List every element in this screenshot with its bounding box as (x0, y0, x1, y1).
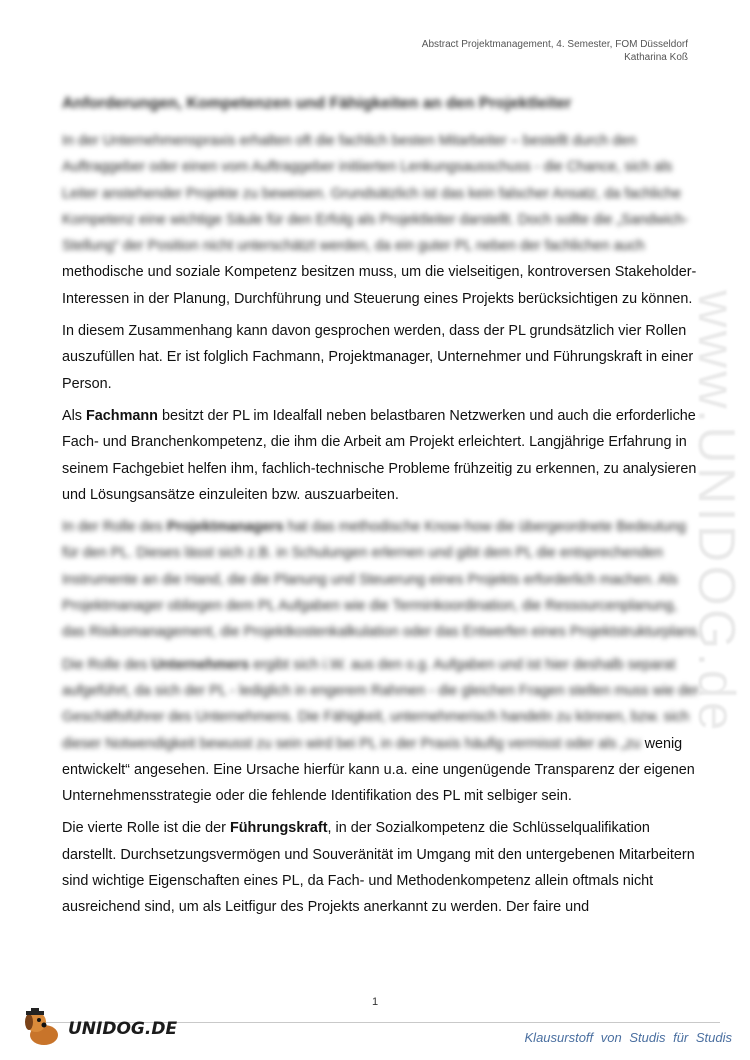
header-author: Katharina Koß (624, 52, 688, 63)
page-number: 1 (371, 996, 379, 1008)
header-course: Abstract Projektmanagement, 4. Semester, FOM Düsseldorf (421, 39, 688, 50)
dog-icon (22, 1008, 66, 1048)
paragraph-fuehrungskraft (62, 815, 702, 920)
fuehrungskraft-intro: Die vierte Rolle ist die der (62, 820, 230, 837)
paragraph-unternehmer (62, 652, 702, 810)
document-header (422, 38, 688, 64)
unternehmer-visible-text: wenig entwickelt“ angesehen. Eine Ursache hierfür kann u.a. eine ungenügende Transparenz der eigenen Unternehmensstrategie oder die fehlende Identifikation des PL mit selbiger sein. (62, 735, 695, 805)
logo-text: UNIDOG.DE (68, 1019, 178, 1039)
projektmanager-intro: In der Rolle des (62, 519, 167, 536)
fachmann-term: Fachmann (86, 407, 158, 424)
unternehmer-text: ergibt sich i.W. aus den o.g. Aufgaben und ist hier deshalb separat aufgeführt, da sich der PL - lediglich in engerem Rahmen - die gleichen Fragen stellen muss wie der Geschäftsführer des Unternehmens. Die Fähigkeit, unternehmerisch handeln zu können, bzw. sich dieser Notwendigkeit bewusst zu sein wird bei PL in der Praxis häufig vermisst oder als „zu (62, 656, 699, 752)
fachmann-intro: Als (62, 407, 86, 424)
projektmanager-term: Projektmanagers (166, 519, 284, 536)
paragraph-intro (62, 128, 702, 312)
fachmann-text: besitzt der PL im Idealfall neben belastbaren Netzwerken und auch die erforderliche Fach- und Branchenkompetenz, die ihm die Arbeit am Projekt erleichtert. Langjährige Erfahrung in seinem Fachgebiet helfen ihm, fachlich-technische Probleme frühzeitig zu erkennen, zu analysieren und Lösungsansätze einzuleiten bzw. auszuarbeiten. (62, 407, 697, 503)
unternehmer-intro: Die Rolle des (62, 656, 152, 673)
unternehmer-blurred-block (62, 657, 699, 752)
fuehrungskraft-text: , in der Sozialkompetenz die Schlüsselqualifikation darstellt. Durchsetzungsvermögen und Souveränität im Umgang mit den untergebenen Mitarbeitern sind wichtige Eigenschaften eines PL, da Fach- und Methodenkompetenz allein oftmals nicht ausreichend sind, um als Leitfigur des Projekts anerkannt zu werden. Der faire und (62, 820, 695, 916)
document-body (62, 128, 702, 927)
paragraph-projektmanager (62, 514, 702, 645)
intro-blurred-text: In der Unternehmenspraxis erhalten oft die fachlich besten Mitarbeiter – bestellt durch den Auftraggeber oder einen vom Auftraggeber initiierten Lenkungsausschuss - die Chance, sich als Leiter anstehender Projekte zu beweisen. Grundsätzlich ist das kein falscher Ansatz, da fachliche Kompetenz eine wichtige Säule für den Erfolg als Projektleiter darstellt. Doch sollte die „Sandwich-Stellung“ der Position nicht unterschätzt werden, da ein guter PL neben der fachlichen auch (62, 133, 689, 255)
intro-visible-text: methodische und soziale Kompetenz besitzen muss, um die vielseitigen, kontroversen Stakeholder-Interessen in der Planung, Durchführung und Steuerung eines Projekts berücksichtigen zu können. (62, 264, 697, 307)
fuehrungskraft-term: Führungskraft (229, 820, 328, 837)
projektmanager-text: hat das methodische Know-how die übergeordnete Bedeutung für den PL. Dieses lässt sich z.B. in Schulungen erlernen und gibt dem PL die entsprechenden Instrumente an die Hand, die die Planung und Steuerung eines Projekts erforderlich machen. Als Projektmanager obliegen dem PL Aufgaben wie die Terminkoordination, die Ressourcenplanung, das Risikomanagement, die Projektkostenkalkulation oder das Entwerfen eines Projektstrukturplans. (62, 519, 702, 641)
paragraph-fachmann (62, 403, 702, 508)
footer-tagline: Klausurstoff von Studis für Studis (524, 1030, 732, 1045)
unidog-logo[interactable] (22, 1008, 178, 1052)
unternehmer-term: Unternehmers (151, 656, 250, 673)
watermark: www.UNIDOG.de (687, 290, 745, 734)
document-title: Anforderungen, Kompetenzen und Fähigkeiten an den Projektleiter (62, 95, 572, 112)
paragraph-roles: In diesem Zusammenhang kann davon gesprochen werden, dass der PL grundsätzlich vier Rollen auszufüllen hat. Er ist folglich Fachmann, Projektmanager, Unternehmer und Führungskraft in einer Person. (62, 323, 694, 392)
